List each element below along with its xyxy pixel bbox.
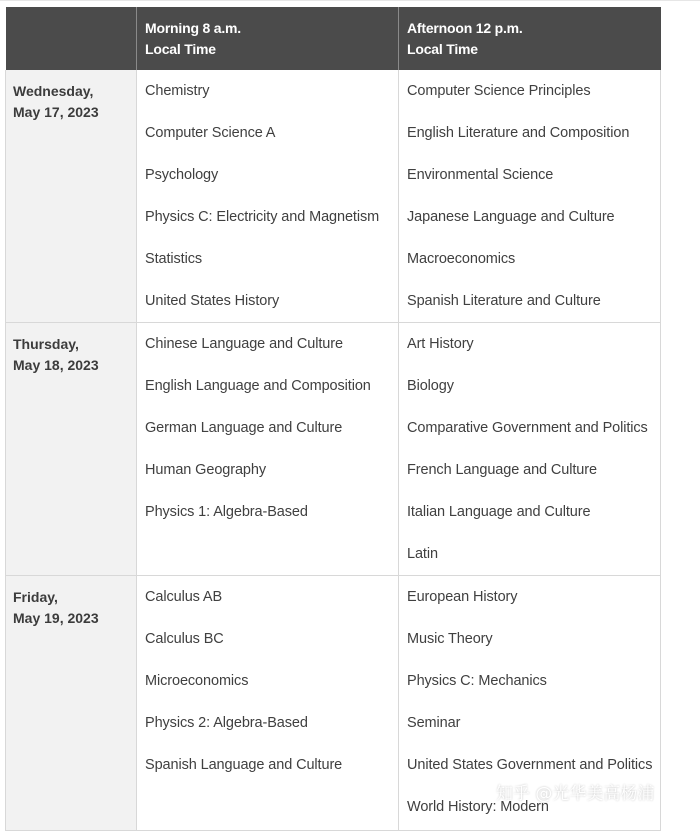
subject: Human Geography	[145, 462, 267, 478]
subject: Spanish Language and Culture	[145, 757, 343, 773]
subject: Physics 1: Algebra-Based	[145, 504, 308, 520]
subject: Physics C: Electricity and Magnetism	[145, 209, 380, 225]
subject: Physics 2: Algebra-Based	[145, 715, 308, 731]
day-date: May 18, 2023	[13, 357, 99, 373]
subject: World History: Modern	[407, 799, 549, 815]
subject: United States Government and Politics	[407, 757, 653, 773]
subject: Physics C: Mechanics	[407, 673, 547, 689]
header-morning-zone: Local Time	[145, 41, 216, 57]
morning-cell	[137, 576, 399, 831]
subject: Music Theory	[407, 631, 493, 647]
subject: Chemistry	[145, 83, 210, 99]
afternoon-cell	[399, 70, 661, 323]
subject: Art History	[407, 336, 474, 352]
subject: Calculus AB	[145, 589, 223, 605]
header-day	[6, 7, 137, 70]
day-date: May 19, 2023	[13, 610, 99, 626]
morning-cell	[137, 70, 399, 323]
header-morning	[137, 7, 399, 70]
subject: English Language and Composition	[145, 378, 371, 394]
day-name: Wednesday,	[13, 83, 94, 99]
subject: Psychology	[145, 167, 219, 183]
subject: German Language and Culture	[145, 420, 343, 436]
header-morning-time: Morning 8 a.m.	[145, 20, 241, 36]
afternoon-cell	[399, 323, 661, 576]
subject: Macroeconomics	[407, 251, 516, 267]
day-date: May 17, 2023	[13, 104, 99, 120]
day-cell	[6, 576, 137, 831]
subject: Biology	[407, 378, 454, 394]
header-afternoon	[399, 7, 661, 70]
top-rule	[0, 0, 700, 1]
subject: Computer Science A	[145, 125, 276, 141]
header-afternoon-time: Afternoon 12 p.m.	[407, 20, 523, 36]
subject: United States History	[145, 293, 280, 309]
subject: Environmental Science	[407, 167, 554, 183]
subject: French Language and Culture	[407, 462, 597, 478]
subject: European History	[407, 589, 518, 605]
subject: Spanish Literature and Culture	[407, 293, 601, 309]
table-row	[6, 323, 661, 576]
subject: Calculus BC	[145, 631, 224, 647]
table-header-row	[6, 7, 661, 70]
subject: Latin	[407, 546, 438, 562]
subject: Statistics	[145, 251, 203, 267]
table-row	[6, 576, 661, 831]
subject: Seminar	[407, 715, 461, 731]
table-row	[6, 70, 661, 323]
subject: Chinese Language and Culture	[145, 336, 343, 352]
subject: English Literature and Composition	[407, 125, 630, 141]
subject: Italian Language and Culture	[407, 504, 591, 520]
day-cell	[6, 323, 137, 576]
day-name: Thursday,	[13, 336, 79, 352]
day-name: Friday,	[13, 589, 58, 605]
morning-cell	[137, 323, 399, 576]
subject: Comparative Government and Politics	[407, 420, 648, 436]
afternoon-cell	[399, 576, 661, 831]
day-cell	[6, 70, 137, 323]
exam-schedule-table	[5, 7, 661, 831]
subject: Computer Science Principles	[407, 83, 591, 99]
zhihu-watermark: 知乎 @光华美高杨浦	[496, 784, 655, 804]
subject: Microeconomics	[145, 673, 249, 689]
subject: Japanese Language and Culture	[407, 209, 615, 225]
header-afternoon-zone: Local Time	[407, 41, 478, 57]
